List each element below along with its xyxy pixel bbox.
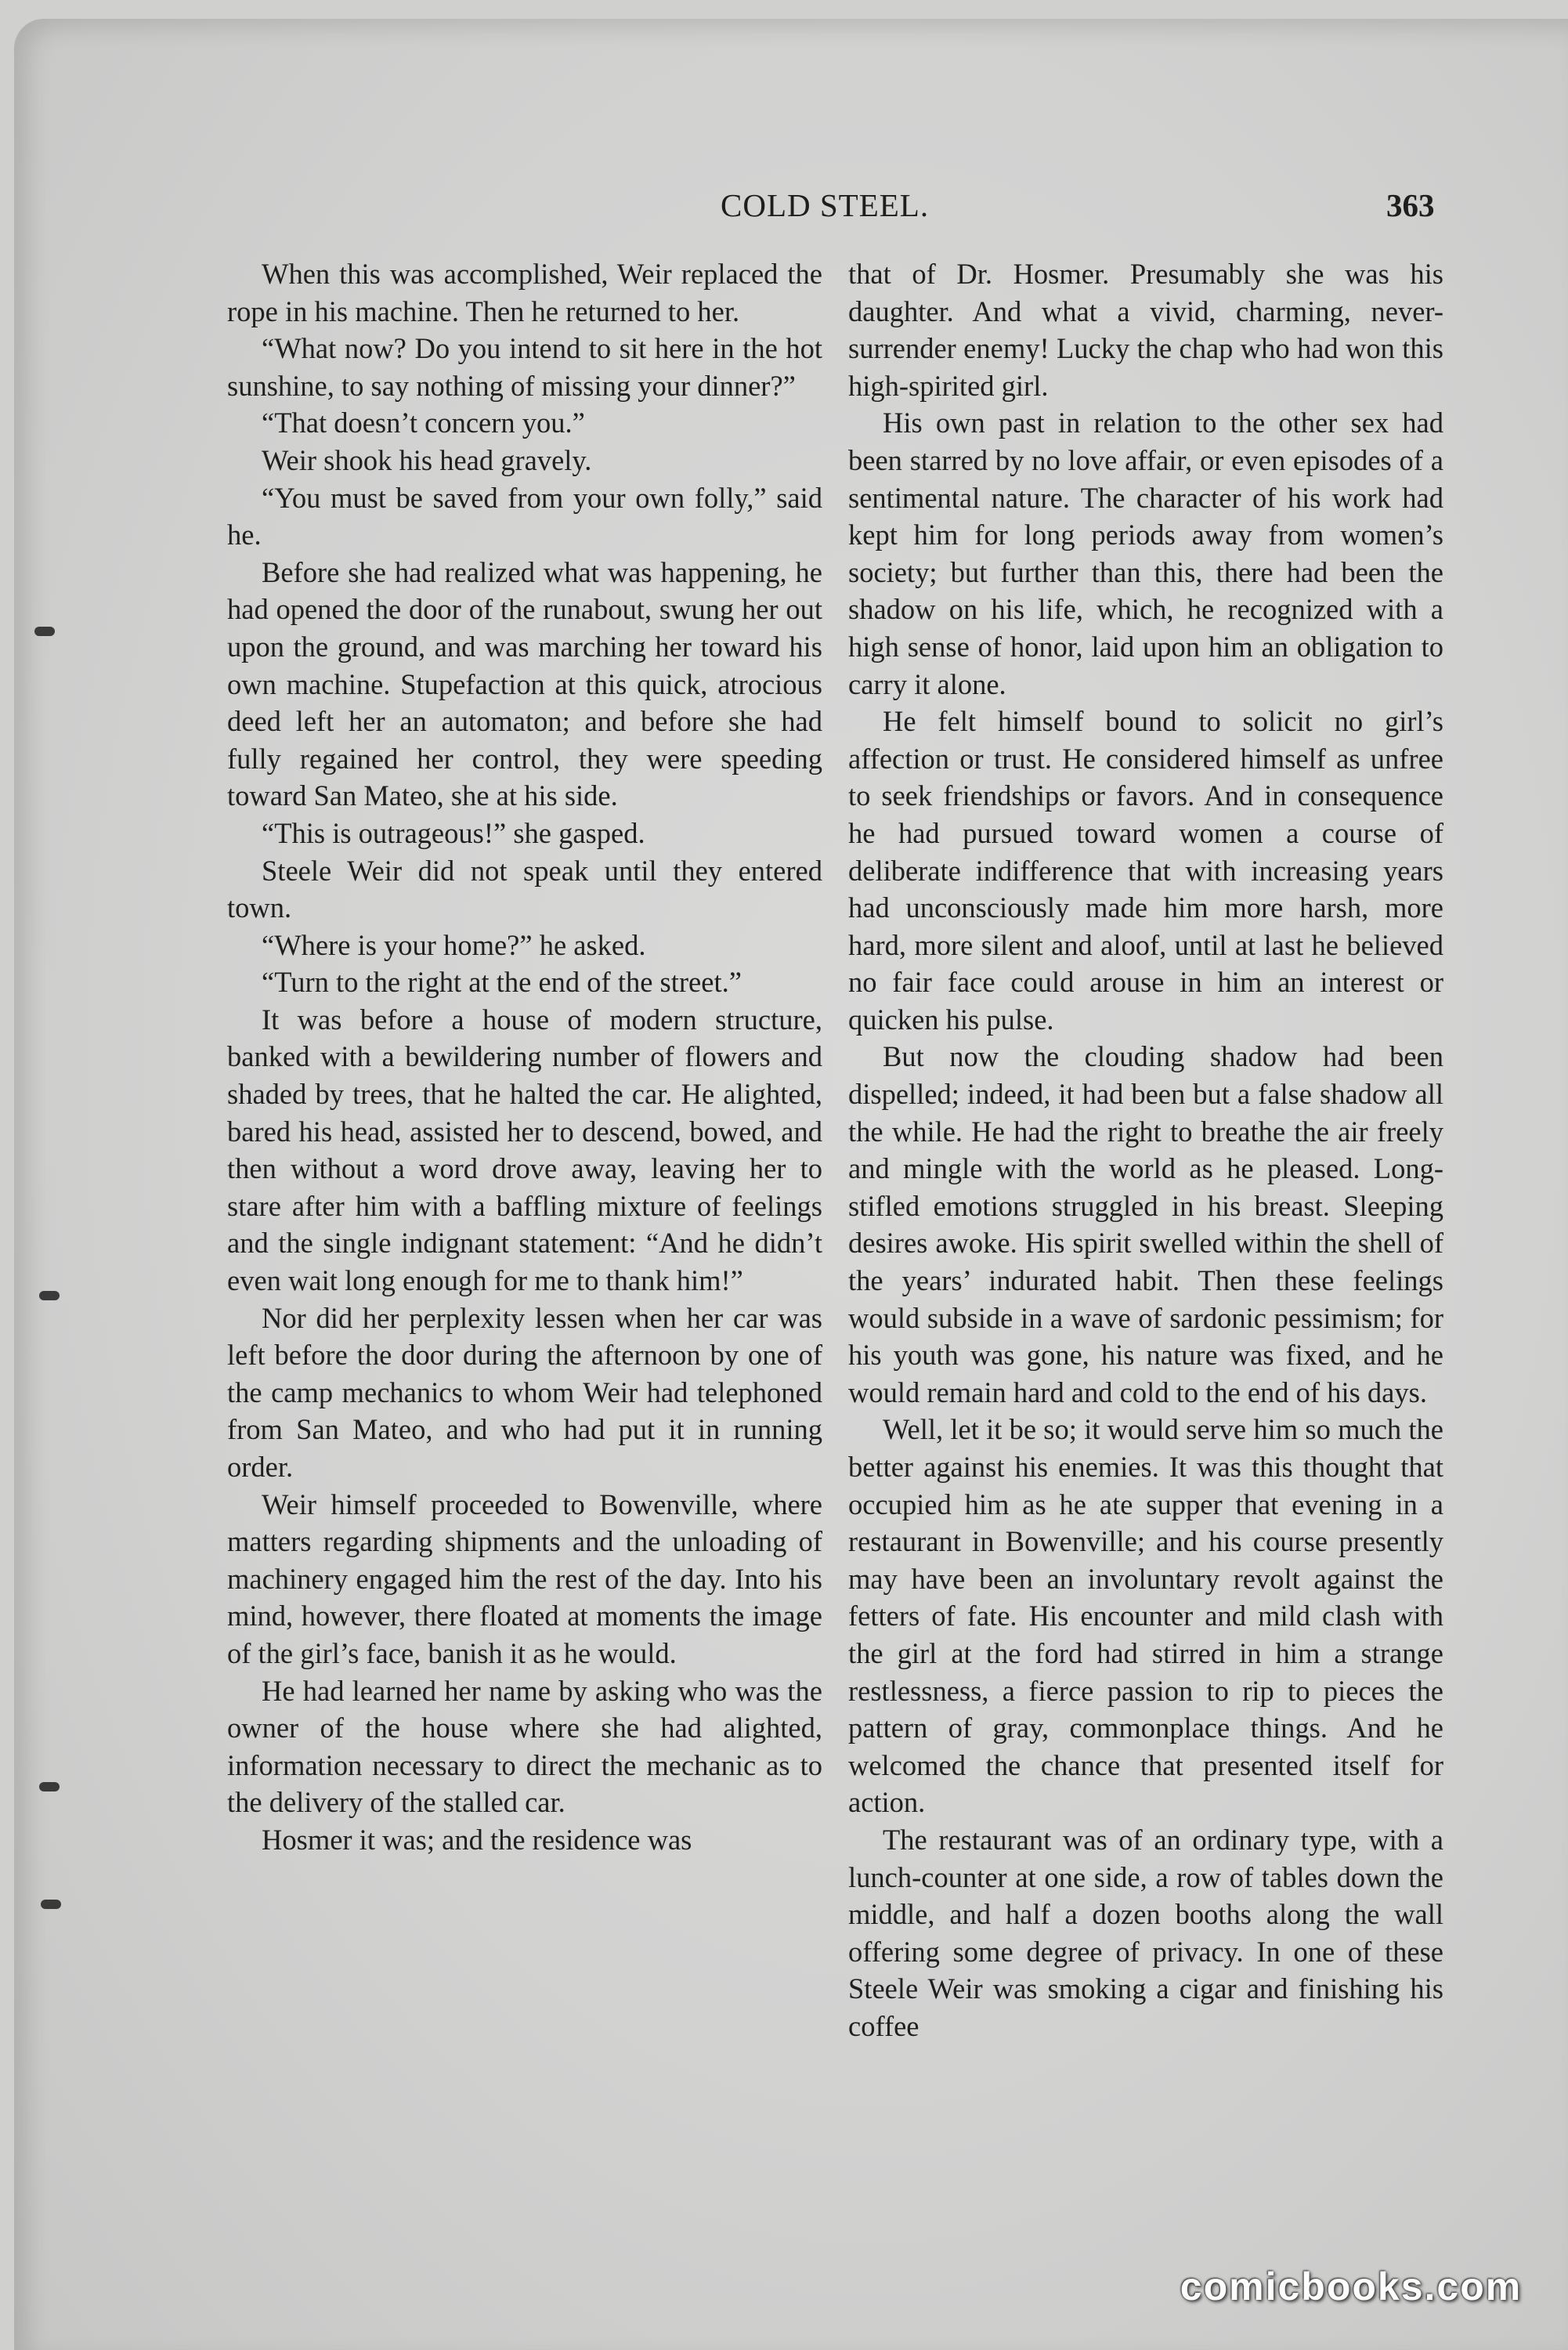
paragraph: Steele Weir did not speak until they entered town. xyxy=(227,854,822,924)
paragraph: The restaurant was of an ordinary type, with a lunch-counter at one side, a row of tables down the middle, and half a dozen booths along the wall offering some degree of privacy. In one of these Steele Weir was smoking a cigar and finishing his coffee xyxy=(848,1823,1443,2042)
paragraph: It was before a house of modern structure, banked with a bewildering number of flowers and shaded by trees, that he halted the car. He alighted, bared his head, assisted her to descend, bowed, and then without a word drove away, leaving her to stare after him with a baffling mixture of feelings and the single indignant statement: “And he didn’t even wait long enough for me to thank him!” xyxy=(227,1003,822,1297)
paragraph: “Where is your home?” he asked. xyxy=(262,928,646,961)
binding-hole-mark xyxy=(34,627,55,636)
paragraph: “Turn to the right at the end of the street.” xyxy=(262,966,742,999)
paragraph: His own past in relation to the other sex had been starred by no love affair, or even episodes of a sentimental nature. The character of his work had kept him for long periods away from women’s society; but further than this, there had been the shadow on his life, which, he recognized with a high sense of honor, laid upon him an obligation to carry it alone. xyxy=(848,407,1443,700)
binding-hole-mark xyxy=(39,1291,60,1300)
paragraph: Nor did her perplexity lessen when her car was left before the door during the afternoon by one of the camp mechanics to whom Weir had telephoned from San Mateo, and who had put it in running order. xyxy=(227,1301,822,1483)
paragraph: Well, let it be so; it would serve him so much the better against his enemies. It was this thought that occupied him as he ate supper that evening in a restaurant in Bowenville; and his course presently may have been an involuntary revolt against the fetters of fate. His encounter and mild clash with the girl at the ford had stirred in him a strange restlessness, a fierce passion to rip to pieces the pattern of gray, commonplace things. And he welcomed the chance that presented itself for action. xyxy=(848,1413,1443,1819)
paragraph-continued: that of Dr. Hosmer. Presumably she was his daughter. And what a vivid, charming, never-surrender enemy! Lucky the chap who had won this high-spirited girl. xyxy=(848,258,1443,402)
paragraph: Weir shook his head gravely. xyxy=(262,443,592,476)
binding-hole-mark xyxy=(39,1782,60,1791)
paragraph: “You must be saved from your own folly,” said he. xyxy=(227,481,822,551)
page-number: 363 xyxy=(1386,187,1435,223)
paragraph: Hosmer it was; and the residence was xyxy=(262,1823,692,1856)
paragraph: Before she had realized what was happening, he had opened the door of the runabout, swung her out upon the ground, and was marching her toward his own machine. Stupefaction at this quick, atrocious deed left her an automaton; and before she had fully regained her control, they were speeding toward San Mateo, she at his side. xyxy=(227,555,822,812)
text-column-left xyxy=(227,255,822,1859)
paragraph: “What now? Do you intend to sit here in the hot sunshine, to say nothing of missing your dinner?” xyxy=(227,332,822,402)
paragraph: Weir himself proceeded to Bowenville, where matters regarding shipments and the unloading of machinery engaged him the rest of the day. Into his mind, however, there floated at moments the image of the girl’s face, banish it as he would. xyxy=(227,1488,822,1669)
paragraph: But now the clouding shadow had been dispelled; indeed, it had been but a false shadow all the while. He had the right to breathe the air freely and mingle with the world as he pleased. Long-stifled emotions struggled in his breast. Sleeping desires awoke. His spirit swelled within the shell of the years’ indurated habit. Then these feelings would subside in a wave of sardonic pessimism; for his youth was gone, his nature was fixed, and he would remain hard and cold to the end of his days. xyxy=(848,1040,1443,1408)
paragraph: He had learned her name by asking who was the owner of the house where she had alighted, information necessary to direct the mechanic as to the delivery of the stalled car. xyxy=(227,1674,822,1819)
binding-hole-mark xyxy=(41,1900,61,1909)
paragraph: “This is outrageous!” she gasped. xyxy=(262,816,645,849)
site-watermark: comicbooks.com xyxy=(1180,2265,1523,2308)
paragraph: When this was accomplished, Weir replaced the rope in his machine. Then he returned to her. xyxy=(227,258,822,327)
paragraph: He felt himself bound to solicit no girl’s affection or trust. He considered himself as unfree to seek friendships or favors. And in consequence he had pursued toward women a course of deliberate indifference that with increasing years had unconsciously made him more harsh, more hard, more silent and aloof, until at last he believed no fair face could arouse in him an interest or quicken his pulse. xyxy=(848,705,1443,1036)
text-column-right xyxy=(848,255,1443,2045)
running-head-title: COLD STEEL. xyxy=(721,187,930,223)
paragraph: “That doesn’t concern you.” xyxy=(262,407,585,439)
